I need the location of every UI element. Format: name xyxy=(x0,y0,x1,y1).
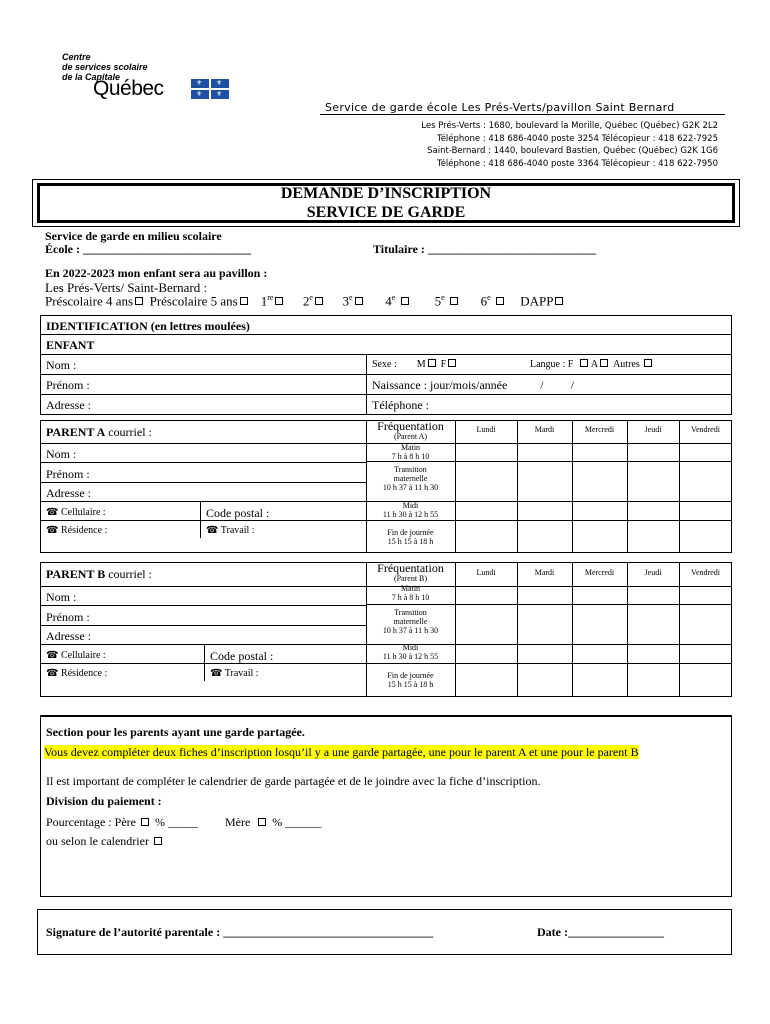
parent-b-adresse-field[interactable]: Adresse : xyxy=(46,629,91,643)
checkbox[interactable] xyxy=(401,297,409,305)
period-midi: Midi 11 h 30 à 12 h 55 xyxy=(382,643,439,661)
checkbox[interactable] xyxy=(275,297,283,305)
checkbox[interactable] xyxy=(240,297,248,305)
checkbox[interactable] xyxy=(135,297,143,305)
garde-notice: Vous devez compléter deux fiches d’inscription losqu’il y a une garde partagée, une pour le parent A et une pour le parent B xyxy=(44,745,639,759)
period-transition: Transition maternelle 10 h 37 à 11 h 30 xyxy=(382,465,439,492)
sexe-field[interactable]: Sexe : M F xyxy=(372,359,456,370)
day-header-mardi: Mardi xyxy=(534,425,555,434)
form-title: DEMANDE D’INSCRIPTION xyxy=(280,185,492,202)
checkbox[interactable] xyxy=(450,297,458,305)
division-label: Division du paiement : xyxy=(46,794,162,808)
ecole-field[interactable]: École : ____________________________ xyxy=(45,242,251,256)
day-header-mercredi: Mercredi xyxy=(584,425,615,434)
naissance-field[interactable]: Naissance : jour/mois/année / / xyxy=(372,378,574,392)
parent-b-courriel-field[interactable]: PARENT B courriel : xyxy=(46,567,152,581)
period-fin-journee: Fin de journée 15 h 15 à 18 h xyxy=(387,528,434,546)
period-fin-journee: Fin de journée 15 h 15 à 18 h xyxy=(387,671,434,689)
child-adresse-field[interactable]: Adresse : xyxy=(46,398,91,412)
checkbox[interactable] xyxy=(555,297,563,305)
checkbox[interactable] xyxy=(355,297,363,305)
parent-a-nom-field[interactable]: Nom : xyxy=(46,447,77,461)
titulaire-field[interactable]: Titulaire : ____________________________ xyxy=(373,242,596,256)
pavillon-label: Les Prés-Verts/ Saint-Bernard : xyxy=(45,280,208,295)
period-matin: Matin 7 h à 8 h 10 xyxy=(391,443,430,461)
parent-b-residence-field[interactable]: ☎ Résidence : xyxy=(46,668,108,679)
garde-important: Il est important de compléter le calendrier de garde partagée et de le joindre avec la fiche d’inscription. xyxy=(46,774,541,788)
parent-b-frequentation-header: Fréquentation (Parent B) xyxy=(377,561,444,583)
organization-name: Centre de services scolaire de la Capitale xyxy=(62,52,148,82)
day-header-vendredi: Vendredi xyxy=(691,568,720,577)
checkbox[interactable] xyxy=(496,297,504,305)
form-title-box xyxy=(32,179,740,227)
calendrier-field[interactable]: ou selon le calendrier xyxy=(46,834,162,849)
identification-header: IDENTIFICATION (en lettres moulées) xyxy=(46,319,250,333)
parent-a-cellulaire-field[interactable]: ☎ Cellulaire : xyxy=(46,507,106,518)
period-matin: Matin 7 h à 8 h 10 xyxy=(391,584,430,602)
parent-b-cellulaire-field[interactable]: ☎ Cellulaire : xyxy=(46,650,106,661)
period-midi: Midi 11 h 30 à 12 h 55 xyxy=(382,501,439,519)
langue-field[interactable]: Langue : F A Autres xyxy=(530,359,652,370)
day-header-jeudi: Jeudi xyxy=(644,568,662,577)
parent-a-adresse-field[interactable]: Adresse : xyxy=(46,486,91,500)
quebec-wordmark: Québec xyxy=(93,77,164,100)
level-checkboxes: Préscolaire 4 ans Préscolaire 5 ans 1re 2e 3e 4e 5e 6e DAPP xyxy=(45,293,563,309)
divider xyxy=(320,114,725,115)
period-transition: Transition maternelle 10 h 37 à 11 h 30 xyxy=(382,608,439,635)
day-header-jeudi: Jeudi xyxy=(644,425,662,434)
parent-a-residence-field[interactable]: ☎ Résidence : xyxy=(46,525,108,536)
year-label: En 2022-2023 mon enfant sera au pavillon : xyxy=(45,266,268,280)
parent-a-prenom-field[interactable]: Prénom : xyxy=(46,467,90,481)
parent-b-nom-field[interactable]: Nom : xyxy=(46,590,77,604)
child-prenom-field[interactable]: Prénom : xyxy=(46,378,90,392)
telephone-field[interactable]: Téléphone : xyxy=(372,398,429,412)
day-header-vendredi: Vendredi xyxy=(691,425,720,434)
pourcentage-field[interactable]: Pourcentage : Père % _____ Mère % ______ xyxy=(46,815,322,829)
quebec-flag-icon: ⚜ ⚜ ⚜ ⚜ xyxy=(191,79,229,99)
parent-b-travail-field[interactable]: ☎ Travail : xyxy=(210,668,259,679)
parent-b-code-postal-field[interactable]: Code postal : xyxy=(210,649,274,663)
signature-field[interactable]: Signature de l’autorité parentale : ___________________________________ xyxy=(46,925,434,939)
day-header-lundi: Lundi xyxy=(476,425,496,434)
parent-a-courriel-field[interactable]: PARENT A courriel : xyxy=(46,425,152,439)
date-field[interactable]: Date :________________ xyxy=(537,925,664,939)
garde-title: Section pour les parents ayant une garde partagée. xyxy=(46,725,305,739)
parent-a-frequentation-header: Fréquentation (Parent A) xyxy=(377,419,444,441)
parent-a-travail-field[interactable]: ☎ Travail : xyxy=(206,525,255,536)
checkbox[interactable] xyxy=(315,297,323,305)
day-header-lundi: Lundi xyxy=(476,568,496,577)
day-header-mardi: Mardi xyxy=(534,568,555,577)
form-subtitle: SERVICE DE GARDE xyxy=(306,204,466,221)
child-nom-field[interactable]: Nom : xyxy=(46,358,77,372)
day-header-mercredi: Mercredi xyxy=(584,568,615,577)
enfant-header: ENFANT xyxy=(46,338,95,352)
parent-b-prenom-field[interactable]: Prénom : xyxy=(46,610,90,624)
milieu-label: Service de garde en milieu scolaire xyxy=(45,229,222,243)
parent-a-code-postal-field[interactable]: Code postal : xyxy=(206,506,270,520)
service-title: Service de garde école Les Prés-Verts/pavillon Saint Bernard xyxy=(325,101,675,114)
address-block: Les Prés-Verts : 1680, boulevard la Morille, Québec (Québec) G2K 2L2 Téléphone : 418 686-4040 poste 3254 Télécopieur : 418 622-7925 Saint-Bernard : 1440, boulevard Bastien, Québec (Québec) G2K 1G6 Téléphone : 418 686-4040 poste 3364 Télécopieur : 418 622-7950 xyxy=(421,121,718,169)
